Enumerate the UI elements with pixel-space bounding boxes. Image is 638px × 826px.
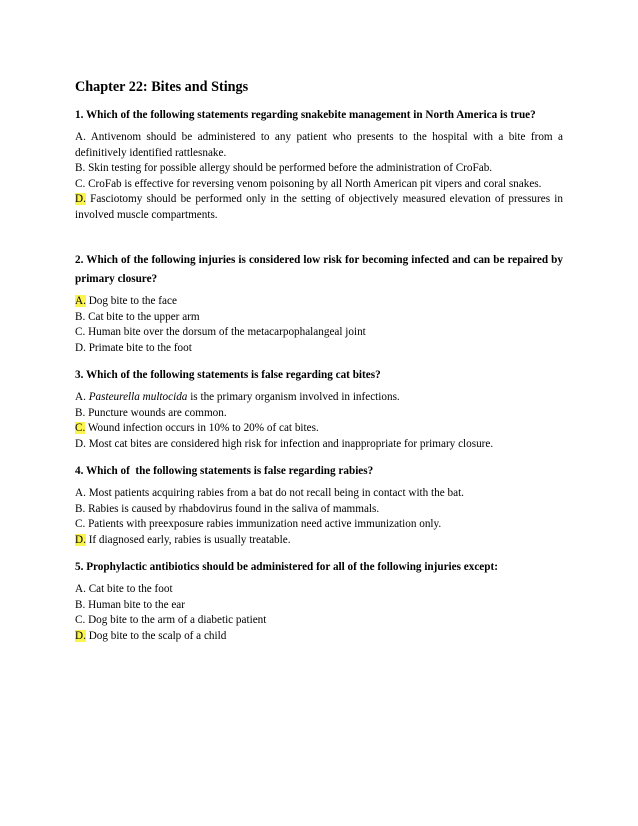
chapter-title: Chapter 22: Bites and Stings (75, 79, 249, 95)
question-block-1 (75, 106, 563, 223)
option-text: Cat bite to the upper arm (88, 310, 200, 323)
correct-answer-highlight: A. (75, 295, 86, 307)
answer-option-d (75, 341, 563, 357)
option-text: Most cat bites are considered high risk for infection and inappropriate for primary closure. (88, 437, 494, 450)
option-letter: B. (75, 598, 86, 611)
answer-option-b (75, 406, 563, 422)
option-letter: C. (75, 518, 86, 530)
option-letter: D. (75, 341, 86, 354)
option-text: Dog bite to the scalp of a child (88, 629, 227, 642)
question-block-2 (75, 251, 563, 356)
option-text: Puncture wounds are common. (88, 406, 227, 419)
option-text: Human bite to the ear (88, 598, 185, 611)
option-text: Dog bite to the face (88, 295, 177, 307)
question-text: 4. Which of the following statements is false regarding rabies? (75, 465, 374, 477)
answer-option-c (75, 325, 563, 341)
option-text: is the primary organism involved in infections. (187, 391, 400, 403)
option-text: Dog bite to the arm of a diabetic patient (88, 614, 267, 626)
correct-answer-highlight: D. (75, 533, 86, 546)
option-text: If diagnosed early, rabies is usually treatable. (88, 533, 291, 546)
answer-option-a (75, 582, 563, 598)
question-block-4 (75, 462, 563, 548)
question-text: 2. Which of the following injuries is considered low risk for becoming infected and can be repaired by primary closure? (75, 254, 563, 285)
option-text: Cat bite to the foot (88, 583, 173, 595)
option-letter: B. (75, 162, 86, 174)
correct-answer-highlight: D. (75, 193, 86, 205)
option-letter: A. (75, 487, 86, 499)
option-text: Rabies is caused by rhabdovirus found in the saliva of mammals. (88, 502, 380, 515)
answer-option-b (75, 598, 563, 614)
question-text: 5. Prophylactic antibiotics should be administered for all of the following injuries except: (75, 561, 498, 573)
correct-answer-highlight: C. (75, 422, 86, 434)
option-letter: C. (75, 614, 86, 626)
answer-option-a (75, 486, 563, 502)
option-letter: C. (75, 177, 86, 190)
option-text: Fasciotomy should be performed only in the setting of objectively measured elevation of pressures in involved muscle compartments. (75, 193, 563, 221)
option-text: Human bite over the dorsum of the metacarpophalangeal joint (88, 326, 366, 338)
answer-option-a (75, 130, 563, 161)
document-content (75, 78, 563, 650)
option-letter: D. (75, 437, 86, 450)
option-text: CroFab is effective for reversing venom poisoning by all North American pit vipers and coral snakes. (88, 177, 542, 190)
question-text: 1. Which of the following statements regarding snakebite management in North America is true? (75, 109, 536, 121)
answer-option-c (75, 613, 563, 629)
answer-option-a (75, 294, 563, 310)
option-text: Most patients acquiring rabies from a bat do not recall being in contact with the bat. (88, 487, 464, 499)
option-letter: A. (75, 131, 86, 143)
option-text: Skin testing for possible allergy should be performed before the administration of CroFab. (88, 162, 493, 174)
answer-option-c (75, 177, 563, 193)
option-letter: A. (75, 391, 86, 403)
correct-answer-highlight: D. (75, 629, 86, 642)
option-text: Primate bite to the foot (88, 341, 192, 354)
option-letter: B. (75, 502, 86, 515)
answer-option-b (75, 161, 563, 177)
option-letter: C. (75, 326, 86, 338)
organism-name: Pasteurella multocida (88, 391, 188, 403)
answer-option-c (75, 421, 563, 437)
question-block-5 (75, 558, 563, 644)
option-letter: A. (75, 583, 86, 595)
question-block-3 (75, 366, 563, 452)
option-letter: B. (75, 406, 86, 419)
answer-option-d (75, 533, 563, 549)
option-letter: B. (75, 310, 86, 323)
answer-option-c (75, 517, 563, 533)
option-text: Patients with preexposure rabies immunization need active immunization only. (88, 518, 442, 530)
answer-option-d (75, 629, 563, 645)
answer-option-b (75, 310, 563, 326)
option-text: Wound infection occurs in 10% to 20% of cat bites. (87, 422, 319, 434)
answer-option-d (75, 192, 563, 223)
answer-option-b (75, 502, 563, 518)
option-text: Antivenom should be administered to any patient who presents to the hospital with a bite from a definitively identified rattlesnake. (75, 131, 563, 159)
answer-option-d (75, 437, 563, 453)
question-text: 3. Which of the following statements is false regarding cat bites? (75, 369, 381, 381)
answer-option-a (75, 390, 563, 406)
